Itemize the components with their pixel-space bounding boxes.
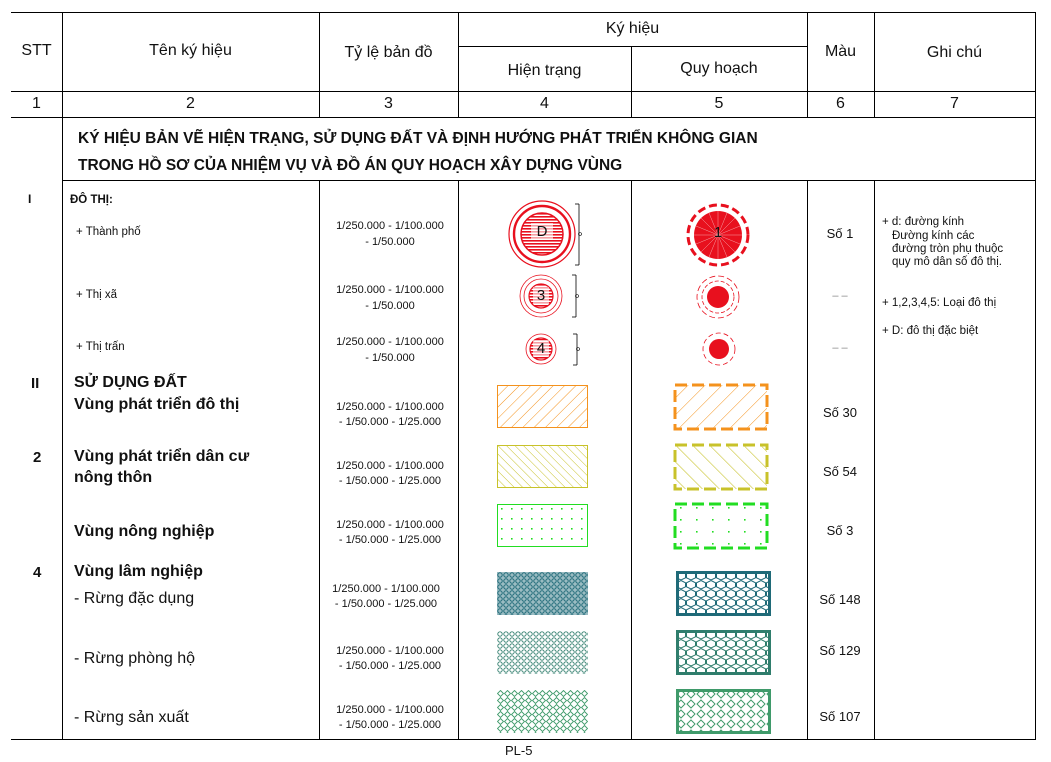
rural-dev-planning-swatch — [673, 443, 769, 491]
production-forest-color: Số 107 — [819, 709, 861, 724]
header-scale: Tỷ lệ bản đồ — [344, 44, 433, 61]
urban-town-scale2: - 1/50.000 — [365, 300, 415, 312]
header-bottom-border — [11, 91, 1036, 92]
colnum-5: 5 — [714, 95, 724, 112]
header-planning: Quy hoạch — [680, 60, 758, 77]
urban-dev-color: Số 30 — [823, 405, 857, 420]
township-current-label: 4 — [533, 340, 549, 357]
special-forest-planning-swatch — [676, 571, 772, 617]
town-planning-symbol — [694, 275, 744, 321]
colnum-2: 2 — [186, 95, 195, 112]
note-line-3: đường tròn phụ thuộc — [892, 243, 1004, 255]
colnum-7: 7 — [950, 95, 959, 112]
header-name: Tên ký hiệu — [149, 42, 232, 59]
township-color: – – — [832, 342, 848, 354]
header-current: Hiện trạng — [507, 62, 582, 79]
col-divider-1 — [62, 12, 63, 739]
protective-forest-scale2: - 1/50.000 - 1/25.000 — [338, 660, 442, 672]
section-title-line1: KÝ HIỆU BẢN VẼ HIỆN TRẠNG, SỬ DỤNG ĐẤT VÀ ĐỊNH HƯỚNG PHÁT TRIỂN KHÔNG GIAN — [78, 130, 758, 147]
note-line-5: + 1,2,3,4,5: Loại đô thị — [882, 297, 997, 309]
urban-dev-planning-swatch — [673, 383, 769, 431]
agri-color: Số 3 — [826, 523, 854, 538]
special-forest-scale2: - 1/50.000 - 1/25.000 — [334, 598, 438, 610]
table-bottom-border — [11, 739, 1036, 740]
agri-planning-swatch — [673, 502, 769, 550]
col-divider-4 — [631, 180, 632, 739]
note-line-1: + d: đường kính — [882, 216, 965, 228]
rural-dev-name2: nông thôn — [74, 469, 153, 486]
production-forest-scale2: - 1/50.000 - 1/25.000 — [338, 719, 442, 731]
page-footer: PL-5 — [505, 743, 533, 758]
rural-dev-scale2: - 1/50.000 - 1/25.000 — [338, 475, 442, 487]
urban-township-scale1: 1/250.000 - 1/100.000 — [336, 336, 444, 348]
urban-dev-scale2: - 1/50.000 - 1/25.000 — [338, 416, 442, 428]
header-stt: STT — [21, 42, 52, 59]
urban-item-city: + Thành phố — [76, 226, 141, 238]
agri-name: Vùng nông nghiệp — [74, 523, 215, 540]
production-forest-current-swatch — [497, 690, 589, 734]
note-line-4: quy mô dân số đô thị. — [892, 256, 1002, 268]
township-current-symbol — [520, 330, 590, 370]
forestry-stt: 4 — [33, 564, 42, 581]
urban-dev-scale1: 1/250.000 - 1/100.000 — [336, 401, 444, 413]
rural-dev-current-swatch — [497, 445, 589, 489]
colnum-4: 4 — [540, 95, 549, 112]
city-color: Số 1 — [826, 226, 854, 241]
protective-forest-scale1: 1/250.000 - 1/100.000 — [336, 645, 444, 657]
colnum-bottom-border — [11, 117, 1036, 118]
colnum-3: 3 — [384, 95, 393, 112]
colnum-1: 1 — [32, 95, 41, 112]
city-current-label: D — [531, 223, 553, 240]
header-note: Ghi chú — [926, 44, 983, 61]
urban-dev-current-swatch — [497, 385, 589, 429]
urban-dev-name: Vùng phát triển đô thị — [74, 396, 240, 413]
title-bottom-border — [63, 180, 1036, 181]
township-planning-symbol — [700, 330, 740, 370]
urban-item-township: + Thị trấn — [76, 341, 125, 353]
note-line-6: + D: đô thị đặc biệt — [882, 325, 979, 337]
agri-scale2: - 1/50.000 - 1/25.000 — [338, 534, 442, 546]
agri-current-swatch — [497, 504, 589, 548]
urban-stt: I — [28, 192, 32, 206]
forestry-heading: Vùng lâm nghiệp — [74, 563, 203, 580]
urban-city-scale1: 1/250.000 - 1/100.000 — [336, 220, 444, 232]
table-top-border — [11, 12, 1036, 13]
colnum-6: 6 — [836, 95, 845, 112]
urban-city-scale2: - 1/50.000 — [365, 236, 415, 248]
note-line-2: Đường kính các — [892, 230, 975, 242]
city-planning-label: 1 — [713, 224, 723, 241]
production-forest-name: - Rừng sản xuất — [74, 709, 189, 726]
special-forest-color: Số 148 — [819, 592, 861, 607]
col-divider-2 — [319, 180, 320, 739]
protective-forest-planning-swatch — [676, 630, 772, 676]
special-forest-name: - Rừng đặc dụng — [74, 590, 195, 607]
urban-township-scale2: - 1/50.000 — [365, 352, 415, 364]
protective-forest-color: Số 129 — [819, 643, 861, 658]
header-symbol: Ký hiệu — [605, 20, 660, 37]
urban-heading: ĐÔ THỊ: — [70, 194, 113, 206]
table-right-border — [1035, 12, 1036, 739]
rural-dev-stt: 2 — [33, 449, 42, 466]
protective-forest-current-swatch — [497, 631, 589, 675]
col-divider-3 — [458, 180, 459, 739]
agri-scale1: 1/250.000 - 1/100.000 — [336, 519, 444, 531]
header-color: Màu — [824, 43, 857, 60]
production-forest-scale1: 1/250.000 - 1/100.000 — [336, 704, 444, 716]
urban-town-scale1: 1/250.000 - 1/100.000 — [336, 284, 444, 296]
section-title-line2: TRONG HỒ SƠ CỦA NHIỆM VỤ VÀ ĐỒ ÁN QUY HOẠCH XÂY DỰNG VÙNG — [78, 157, 623, 174]
special-forest-current-swatch — [497, 572, 589, 616]
symbol-sub-border — [458, 46, 807, 47]
urban-item-town: + Thị xã — [76, 289, 118, 301]
town-current-symbol — [514, 272, 584, 322]
rural-dev-scale1: 1/250.000 - 1/100.000 — [336, 460, 444, 472]
town-current-label: 3 — [533, 287, 549, 304]
landuse-stt: II — [31, 375, 40, 392]
protective-forest-name: - Rừng phòng hộ — [74, 650, 196, 667]
special-forest-scale1: 1/250.000 - 1/100.000 — [332, 583, 440, 595]
rural-dev-color: Số 54 — [823, 464, 857, 479]
town-color: – – — [832, 290, 848, 302]
production-forest-planning-swatch — [676, 689, 772, 735]
landuse-heading: SỬ DỤNG ĐẤT — [74, 374, 187, 391]
rural-dev-name: Vùng phát triển dân cư — [74, 448, 250, 465]
